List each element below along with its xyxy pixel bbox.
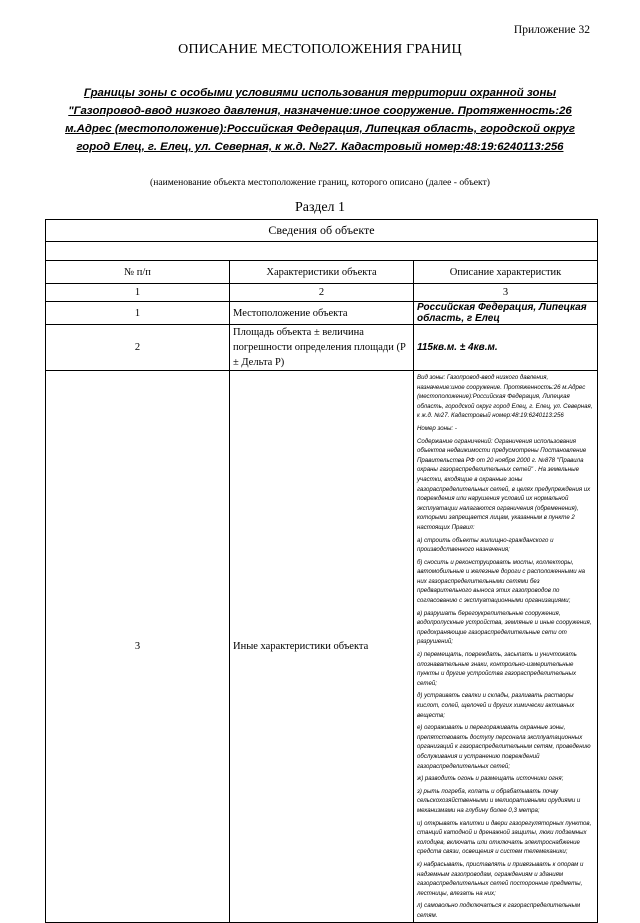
empty-row (46, 242, 598, 261)
paragraph: з) рыть погреба, копать и обрабатывать почву сельскохозяйственными и мелиоративными орудиями и механизмами на глубину более 0,3 метра; (417, 787, 581, 814)
row-name: Иные характеристики объекта (230, 371, 414, 923)
paragraph: ж) разводить огонь и размещать источники огня; (417, 775, 564, 783)
paragraph: и) открывать калитки и двери газорегуляторных пунктов, станций катодной и дренажной защиты, люки подземных колодцев, включать или отключать электроснабжение средств связи, освещения и систем телемеханики; (417, 819, 592, 856)
index-cell-1: 1 (46, 284, 230, 302)
col-header-num: № п/п (46, 261, 230, 284)
paragraph: г) перемещать, повреждать, засыпать и уничтожать опознавательные знаки, контрольно-измерительные пункты и другие устройства газораспределительных сетей; (417, 651, 577, 687)
table-row (46, 302, 598, 325)
paragraph: д) устраивать свалки и склады, разливать растворы кислот, солей, щелочей и других химически активных веществ; (417, 692, 575, 719)
col-header-description: Описание характеристик (414, 261, 598, 284)
paragraph: Содержание ограничений: Ограничения использования объектов недвижимости предусмотрены Постановление Правительства РФ от 20 ноября 2000 г. №878 "Правила охраны газораспределительных сетей" . На земельные участки, входящие в охранные зоны газораспределительных сетей, в целях предупреждения их повреждения или нарушения условий их нормальной эксплуатации налагаются ограничения (обременения), которыми запрещается лицам, указанным в пункте 2 настоящих Правил: (417, 437, 591, 531)
object-info-table (45, 219, 598, 923)
paragraph: а) строить объекты жилищно-гражданского и производственного назначения; (417, 536, 554, 554)
row-name: Площадь объекта ± величина погрешности определения площади (Р ± Дельта Р) (230, 325, 414, 371)
object-caption: (наименование объекта местоположение границ, которого описано (далее - объект) (150, 177, 490, 188)
paragraph: к) набрасывать, приставлять и привязывать к опорам и надземным газопроводам, ограждениям и зданиям газораспределительных сетей посторонние предметы, лестницы, влезать на них; (417, 860, 584, 897)
paragraph: б) сносить и реконструировать мосты, коллекторы, автомобильные и железные дороги с расположенными на них газораспределительными сетями без предварительного выноса этих газопроводов по согласованию с эксплуатационными организациями; (417, 558, 586, 605)
row-number: 1 (46, 302, 230, 325)
table-row (46, 371, 598, 923)
table-title: Сведения об объекте (46, 220, 598, 242)
section-title: Раздел 1 (294, 200, 346, 215)
paragraph: в) разрушать берегоукрепительные сооружения, водопропускные устройства, земляные и иные сооружения, предохраняющие газораспределительные сети от разрушений; (417, 609, 592, 646)
col-header-characteristic: Характеристики объекта (230, 261, 414, 284)
index-cell-3: 3 (414, 284, 598, 302)
paragraph: л) самовольно подключаться к газораспределительным сетям. (417, 902, 581, 919)
index-cell-2: 2 (230, 284, 414, 302)
page-title: ОПИСАНИЕ МЕСТОПОЛОЖЕНИЯ ГРАНИЦ (178, 42, 462, 57)
zone-description: Границы зоны с особыми условиями использования территории охранной зоны "Газопровод-ввод низкого давления, назначение:иное сооружение. Протяженность:26 м.Адрес (местоположение):Российская Федерация, Липецкая область, городской округ город Елец, г. Елец, ул. Северная, к ж.д. №27. Кадастровый номер:48:19:6240113:256 (65, 87, 575, 153)
paragraph: Вид зоны: Газопровод-ввод низкого давления, назначение:иное сооружение. Протяженность:26 м.Адрес (местоположение):Российская Федерация, Липецкая область, городской округ город Елец, г. Елец, ул. Северная, к ж.д. №27. Кадастровый номер:48:19:6240113:256 (417, 374, 593, 420)
appendix-label: Приложение 32 (513, 24, 590, 36)
row-number: 2 (46, 325, 230, 371)
row-value: Российская Федерация, Липецкая область, г Елец (414, 302, 598, 325)
paragraph: Номер зоны: - (417, 424, 457, 432)
row-value: 115кв.м. ± 4кв.м. (414, 325, 598, 371)
paragraph: е) огораживать и перегораживать охранные зоны, препятствовать доступу персонала эксплуатационных организаций к газораспределительным сетям, проведению обслуживания и устранению повреждений газораспределительных сетей; (417, 724, 591, 770)
row-value-paragraphs (414, 371, 598, 923)
row-name: Местоположение объекта (230, 302, 414, 325)
table-row (46, 325, 598, 371)
row-number: 3 (46, 371, 230, 923)
